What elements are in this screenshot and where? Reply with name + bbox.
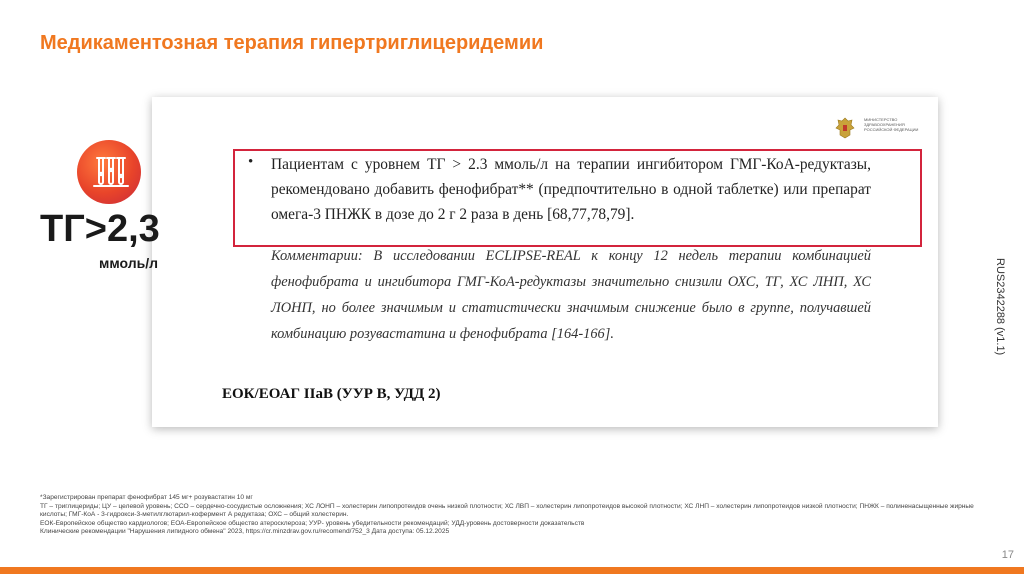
- document-code: RUS2342288 (v1.1): [994, 258, 1006, 356]
- slide-title: Медикаментозная терапия гипертриглицеридемии: [40, 32, 544, 54]
- footnote: ТГ – триглицериды; ЦУ – целевой уровень; ССО – сердечно-сосудистые осложнения; ХС ЛОНП – холестерин липопротеидов очень низкой плотности; ХС ЛВП – холестерин липопротеидов высокой плотности; ХС ЛНП – холестерин липопротеидов низкой плотности; ПНЖК – полиненасыщенные жирные кислоты; ГМГ-КоА - 3-гидрокси-3-метилглютарил-кофермент А редуктаза; ОХС – общий холестерин.: [40, 502, 974, 519]
- footnote: Клинические рекомендации "Нарушения липидного обмена" 2023, https://cr.minzdrav.gov.ru/recomend/752_3 Дата доступа: 05.12.2025: [40, 528, 450, 536]
- lab-icon-badge: [77, 140, 141, 204]
- bottom-accent-bar: [0, 567, 1024, 574]
- comment-text: Комментарии: В исследовании ECLIPSE-REAL к концу 12 недель терапии комбинацией фенофибрата и ингибитора ГМГ-КоА-редуктазы значительно снизили ОХС, ТГ, ХС ЛНП, ХС ЛОНП, но более значимым и статистически значимым снижение было в группе, получавшей комбинацию розувастатина и фенофибрата [164-166].: [271, 248, 871, 342]
- footnote: *Зарегистрирован препарат фенофибрат 145 мг+ розувастатин 10 мг: [40, 494, 253, 501]
- document-excerpt: [152, 97, 938, 427]
- ministry-label: МИНИСТЕРСТВО ЗДРАВООХРАНЕНИЯ РОССИЙСКОЙ ФЕДЕРАЦИИ: [864, 117, 919, 132]
- recommendation-grade: ЕОК/ЕОАГ IIaB (УУР В, УДД 2): [222, 386, 441, 402]
- recommendation-text: Пациентам с уровнем ТГ > 2.3 ммоль/л на терапии ингибитором ГМГ-КоА-редуктазы, рекомендовано добавить фенофибрат** (предпочтительно в одной таблетке) или препарат омега-3 ПНЖК в дозе до 2 г 2 раза в день [68,77,78,79].: [271, 156, 871, 223]
- tg-threshold-value: ТГ>2,3: [40, 208, 160, 250]
- bullet-marker: •: [248, 154, 254, 170]
- footnotes: [40, 494, 980, 537]
- test-tubes-icon: [77, 140, 141, 204]
- coat-of-arms-icon: [832, 115, 858, 141]
- footnote: ЕОК-Европейское общество кардиологов; ЕОА-Европейское общество атеросклероза; УУР- уровень убедительности рекомендаций; УДД-уровень достоверности доказательств: [40, 519, 585, 527]
- tg-threshold-unit: ммоль/л: [99, 255, 159, 271]
- page-number: 17: [1001, 549, 1014, 561]
